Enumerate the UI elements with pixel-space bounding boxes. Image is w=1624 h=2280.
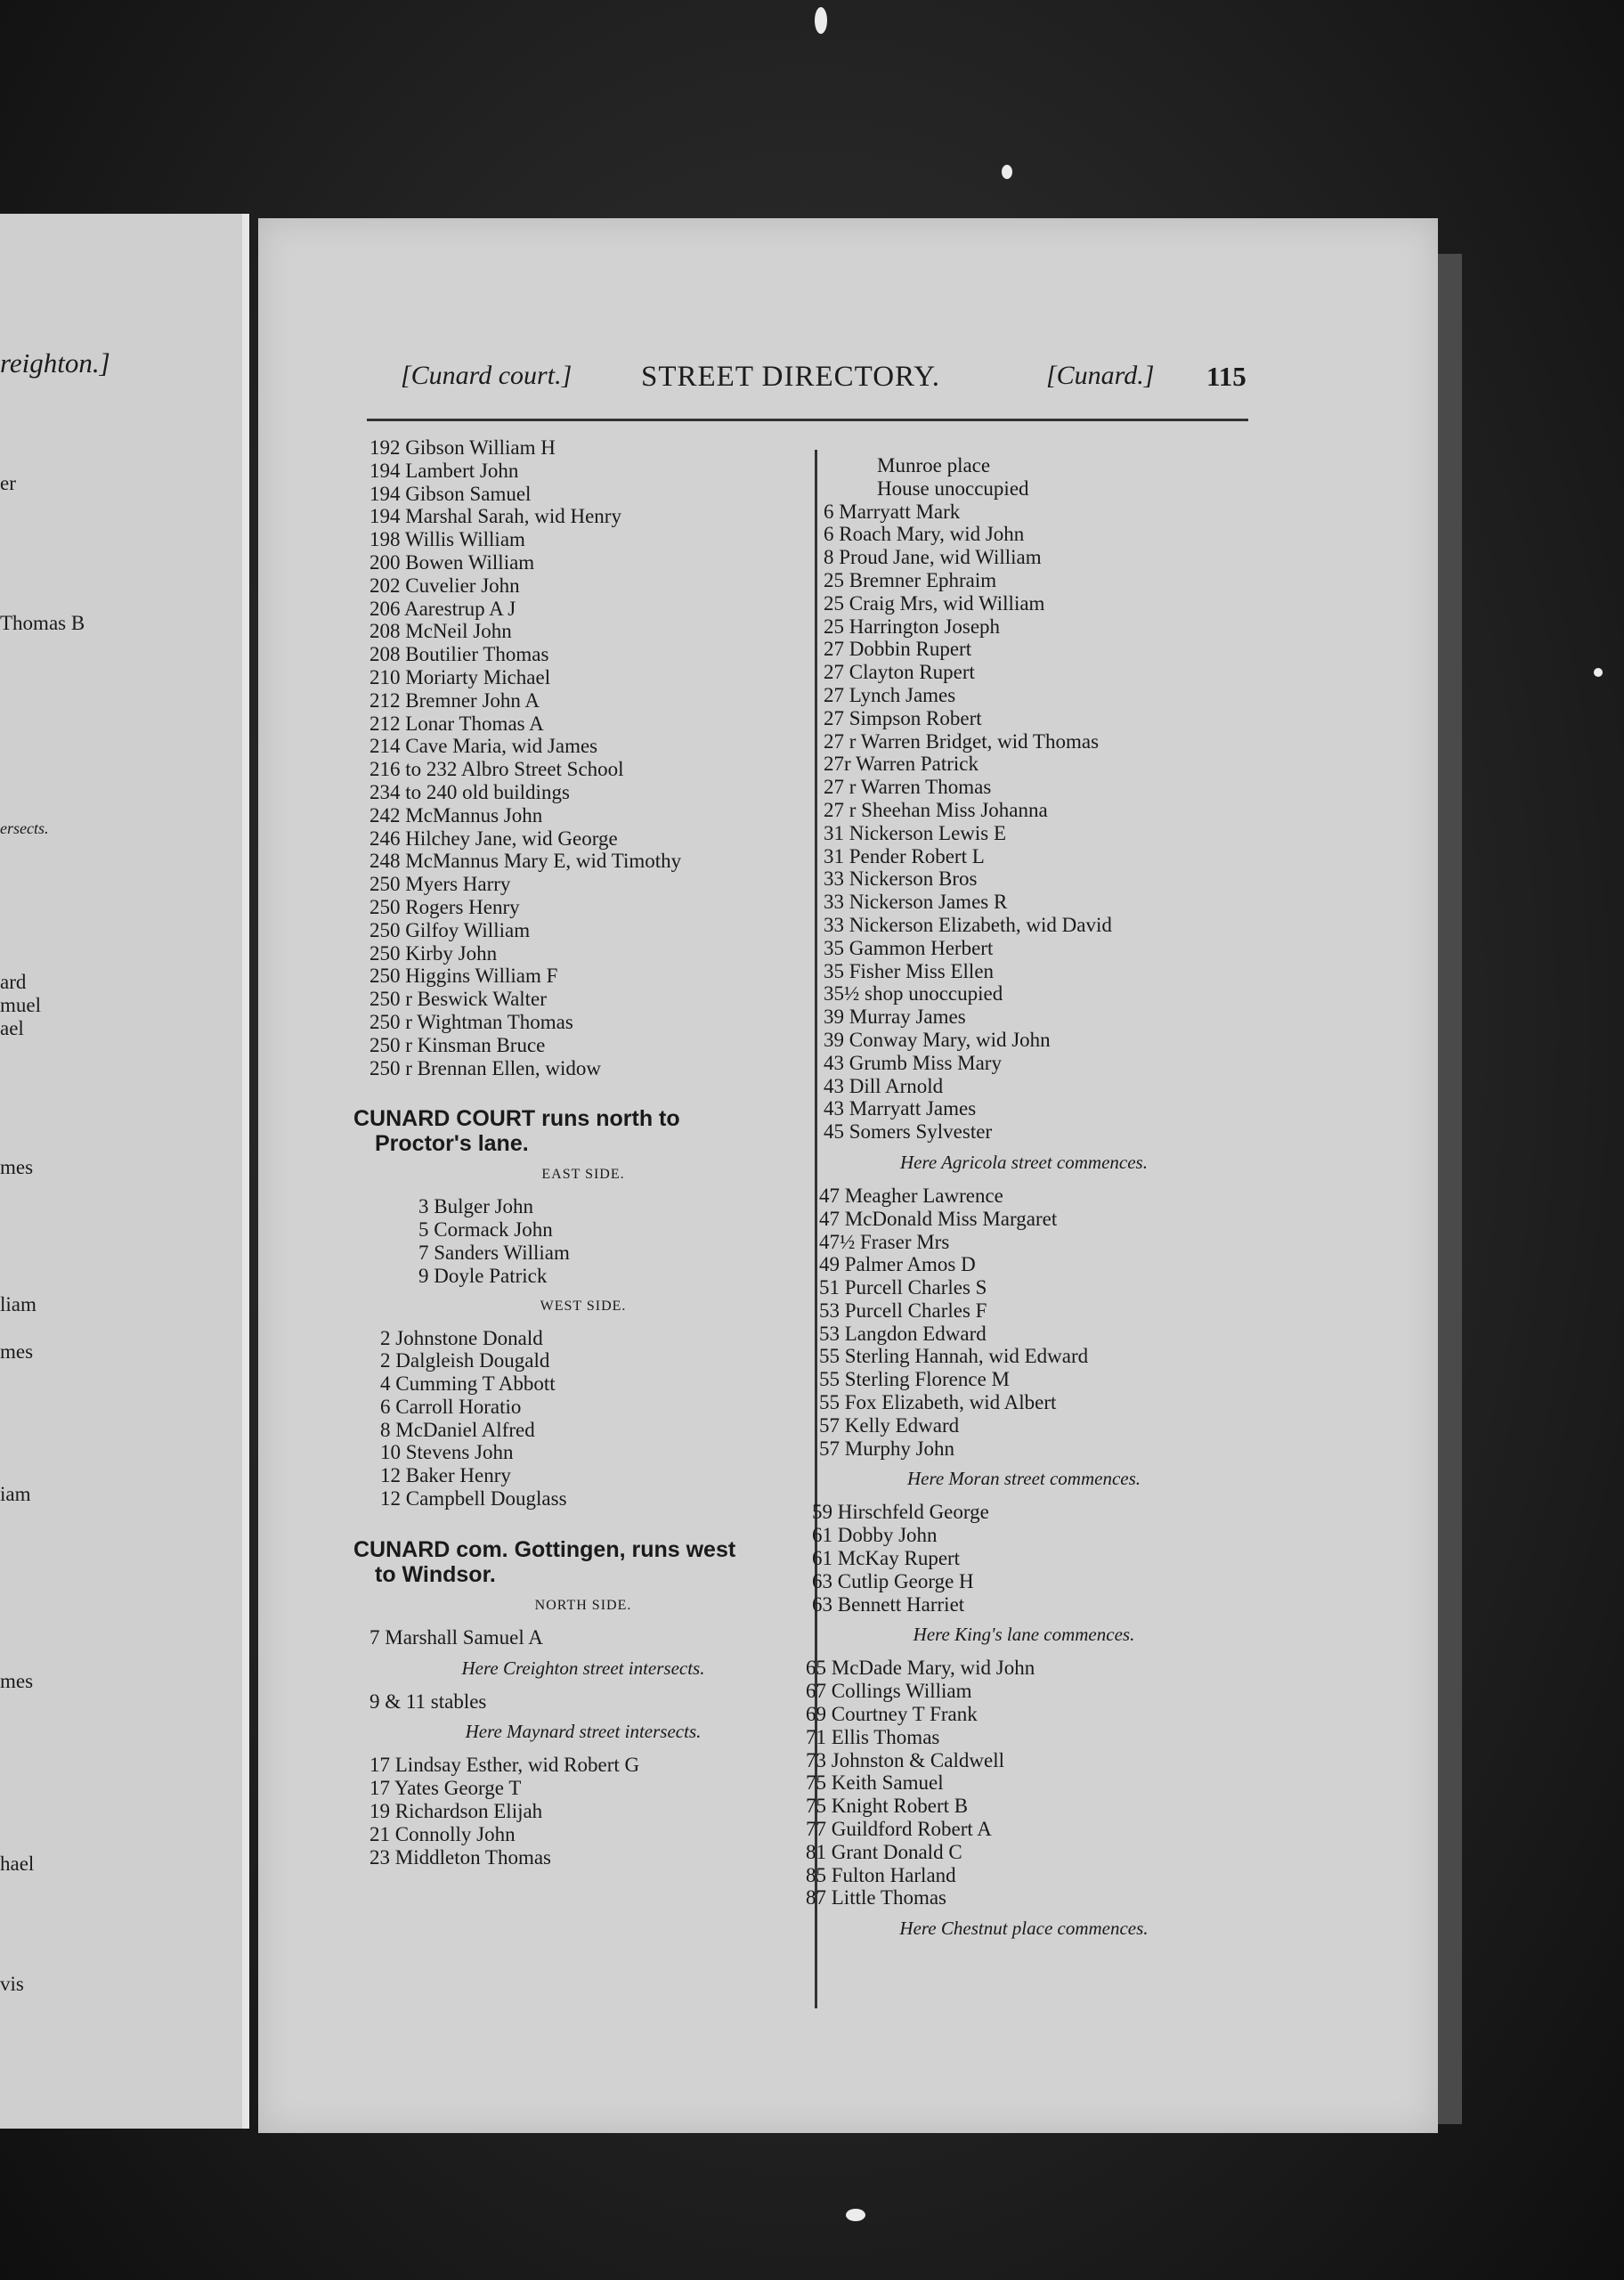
directory-entry: 7 Sanders William [418, 1241, 570, 1264]
directory-entry: 27 r Sheehan Miss Johanna [824, 798, 1048, 821]
directory-entry: 63 Cutlip George H [812, 1569, 974, 1592]
directory-entry: 51 Purcell Charles S [819, 1276, 987, 1299]
directory-entry: 6 Marryatt Mark [824, 500, 961, 523]
directory-entry: 27 r Warren Thomas [824, 776, 992, 799]
directory-entry: 198 Willis William [369, 528, 525, 551]
side-label: EAST SIDE. [541, 1167, 625, 1183]
directory-entry: 208 Boutilier Thomas [369, 643, 549, 666]
left-fragment: iam [0, 1483, 31, 1505]
directory-entry: 200 Bowen William [369, 550, 535, 574]
directory-entry: 5 Cormack John [418, 1218, 553, 1242]
directory-entry: 214 Cave Maria, wid James [369, 735, 598, 758]
street-heading-line: to Windsor. [375, 1561, 496, 1587]
directory-entry: 57 Kelly Edward [819, 1413, 960, 1437]
side-label: NORTH SIDE. [534, 1597, 632, 1613]
place-name: Munroe place [877, 454, 991, 476]
directory-entry: 25 Bremner Ephraim [824, 568, 997, 591]
directory-entry: 21 Connolly John [369, 1822, 516, 1845]
entry-list-3 [801, 1501, 1246, 1616]
directory-entry: 216 to 232 Albro Street School [369, 758, 624, 781]
directory-entry: 2 Johnstone Donald [380, 1326, 543, 1349]
directory-entry: 67 Collings William [806, 1680, 972, 1703]
left-fragment: liam [0, 1293, 37, 1315]
commences-note: Here King's lane commences. [913, 1624, 1135, 1646]
dust-speck [815, 7, 827, 34]
directory-entry: 194 Marshal Sarah, wid Henry [369, 505, 621, 528]
directory-entry: 27 Lynch James [824, 683, 956, 706]
directory-entry: 8 McDaniel Alfred [380, 1418, 535, 1441]
directory-entry: 81 Grant Donald C [806, 1840, 962, 1863]
directory-entry: 47½ Fraser Mrs [819, 1230, 950, 1253]
place-note: House unoccupied [877, 476, 1029, 500]
right-column [801, 454, 1246, 1950]
directory-entry: 63 Bennett Harriet [812, 1592, 965, 1616]
directory-entry: 12 Baker Henry [380, 1464, 511, 1487]
directory-entry: 12 Campbell Douglass [380, 1487, 567, 1510]
left-fragment: Thomas B [0, 612, 85, 634]
directory-entry: 212 Lonar Thomas A [369, 712, 544, 735]
directory-entry: 39 Murray James [824, 1006, 966, 1029]
directory-entry: 53 Purcell Charles F [819, 1299, 987, 1322]
dust-speck [1002, 165, 1012, 179]
directory-entry: 212 Bremner John A [369, 688, 540, 712]
directory-entry: 202 Cuvelier John [369, 574, 520, 597]
directory-entry: 35 Fisher Miss Ellen [824, 959, 995, 982]
directory-entry: 47 McDonald Miss Margaret [819, 1207, 1058, 1230]
directory-entry: 43 Dill Arnold [824, 1074, 944, 1097]
directory-entry: 192 Gibson William H [369, 436, 556, 459]
directory-entry: 55 Sterling Florence M [819, 1368, 1010, 1391]
directory-entry: 250 r Wightman Thomas [369, 1010, 573, 1033]
running-head-right: [Cunard.] [1046, 361, 1155, 390]
directory-entry: 57 Murphy John [819, 1437, 955, 1460]
directory-entry: 43 Grumb Miss Mary [824, 1051, 1002, 1074]
directory-entry: 250 Kirby John [369, 941, 498, 965]
previous-page-fragment [0, 214, 249, 2129]
directory-entry: 35 Gammon Herbert [824, 936, 994, 959]
directory-entry: 43 Marryatt James [824, 1097, 977, 1120]
directory-entry: 27 Clayton Rupert [824, 661, 975, 684]
directory-entry: 55 Fox Elizabeth, wid Albert [819, 1391, 1057, 1414]
directory-entry: 77 Guildford Robert A [806, 1818, 992, 1841]
left-fragment: ersects. [0, 819, 49, 837]
spacer [369, 1079, 797, 1099]
header-rule [367, 419, 1248, 421]
directory-entry: 59 Hirschfeld George [812, 1501, 989, 1524]
commences-note: Here Agricola street commences. [900, 1151, 1148, 1173]
directory-entry: 248 McMannus Mary E, wid Timothy [369, 850, 682, 873]
page-number: 115 [1206, 361, 1246, 392]
directory-entry: 25 Harrington Joseph [824, 615, 1001, 638]
directory-entry: 250 Rogers Henry [369, 895, 520, 918]
directory-entry: 242 McMannus John [369, 803, 543, 826]
directory-entry: 31 Pender Robert L [824, 844, 985, 867]
directory-entry: 75 Keith Samuel [806, 1771, 944, 1795]
directory-entry: 9 Doyle Patrick [418, 1264, 548, 1287]
directory-entry: 69 Courtney T Frank [806, 1703, 978, 1726]
commences-note: Here Moran street commences. [906, 1468, 1141, 1490]
directory-entry: 27 Dobbin Rupert [824, 638, 972, 661]
directory-entry: 25 Craig Mrs, wid William [824, 591, 1045, 615]
directory-entry: 33 Nickerson James R [824, 891, 1008, 914]
directory-entry: 250 Gilfoy William [369, 918, 531, 941]
directory-entry: 250 Myers Harry [369, 873, 511, 896]
directory-entry: 250 r Beswick Walter [369, 988, 547, 1011]
left-fragment: er [0, 472, 16, 494]
directory-entry: 246 Hilchey Jane, wid George [369, 826, 618, 850]
directory-entry: 3 Bulger John [418, 1195, 534, 1218]
directory-entry: 250 r Kinsman Bruce [369, 1033, 546, 1056]
left-fragment: ard [0, 971, 27, 993]
directory-entry: 4 Cumming T Abbott [380, 1372, 556, 1396]
directory-entry: 19 Richardson Elijah [369, 1800, 543, 1823]
intersection-note: Here Creighton street intersects. [461, 1657, 705, 1679]
directory-entry: 194 Lambert John [369, 459, 519, 482]
entry-list-west [369, 1327, 797, 1510]
dust-speck [846, 2209, 865, 2221]
left-fragment: mes [0, 1340, 34, 1363]
directory-entry: 31 Nickerson Lewis E [824, 821, 1007, 844]
running-head [401, 361, 1255, 414]
running-head-title: STREET DIRECTORY. [641, 361, 941, 393]
directory-entry: 49 Palmer Amos D [819, 1253, 976, 1276]
directory-entry: 73 Johnston & Caldwell [806, 1748, 1004, 1771]
directory-entry: 210 Moriarty Michael [369, 665, 551, 688]
directory-entry: 39 Conway Mary, wid John [824, 1028, 1051, 1051]
directory-entry: 23 Middleton Thomas [369, 1845, 552, 1869]
left-fragment: hael [0, 1852, 35, 1875]
left-column [353, 436, 797, 1869]
directory-entry: 65 McDade Mary, wid John [806, 1657, 1035, 1680]
directory-entry: 7 Marshall Samuel A [369, 1625, 543, 1649]
directory-entry: 6 Carroll Horatio [380, 1395, 522, 1418]
directory-entry: 75 Knight Robert B [806, 1795, 969, 1818]
directory-entry: 27r Warren Patrick [824, 753, 978, 776]
directory-entry: 61 McKay Rupert [812, 1547, 961, 1570]
entry-list-east [369, 1195, 797, 1287]
directory-entry: 55 Sterling Hannah, wid Edward [819, 1345, 1089, 1368]
directory-entry: 47 Meagher Lawrence [819, 1184, 1003, 1207]
directory-entry: 2 Dalgleish Dougald [380, 1349, 550, 1372]
directory-entry: 87 Little Thomas [806, 1886, 947, 1910]
directory-entry: 10 Stevens John [380, 1441, 514, 1464]
directory-entry: 61 Dobby John [812, 1524, 938, 1547]
street-heading-line: CUNARD COURT runs north to [353, 1106, 680, 1132]
left-page-header: reighton.] [0, 347, 110, 379]
running-head-left: [Cunard court.] [401, 361, 572, 390]
directory-entry: 234 to 240 old buildings [369, 780, 570, 803]
dust-speck [1594, 668, 1603, 677]
directory-entry: 250 r Brennan Ellen, widow [369, 1056, 601, 1079]
directory-entry: 33 Nickerson Elizabeth, wid David [824, 913, 1112, 936]
directory-entry: 9 & 11 stables [369, 1690, 487, 1713]
directory-entry: 27 Simpson Robert [824, 706, 982, 729]
street-heading [353, 1106, 797, 1156]
directory-entry: 17 Lindsay Esther, wid Robert G [369, 1754, 640, 1777]
directory-entry: 27 r Warren Bridget, wid Thomas [824, 729, 1100, 753]
directory-entry: 6 Roach Mary, wid John [824, 523, 1025, 546]
spacer [369, 1510, 797, 1530]
directory-entry: 194 Gibson Samuel [369, 482, 532, 505]
directory-entry: 208 McNeil John [369, 620, 512, 643]
directory-entry: 85 Fulton Harland [806, 1863, 956, 1886]
street-heading-line: Proctor's lane. [375, 1131, 529, 1157]
left-fragment: mes [0, 1156, 34, 1178]
directory-entry: 17 Yates George T [369, 1777, 522, 1800]
directory-entry: 8 Proud Jane, wid William [824, 546, 1042, 569]
directory-entry: 35½ shop unoccupied [824, 982, 1003, 1006]
entry-list-top [369, 436, 797, 1079]
left-fragment: mes [0, 1670, 34, 1692]
left-fragment: ael [0, 1017, 24, 1039]
entry-list-4 [801, 1657, 1246, 1910]
commences-note: Here Chestnut place commences. [899, 1918, 1149, 1940]
directory-entry: 250 Higgins William F [369, 965, 558, 988]
side-label: WEST SIDE. [540, 1298, 627, 1314]
left-fragment: muel [0, 994, 41, 1016]
directory-entry: 33 Nickerson Bros [824, 867, 978, 891]
intersection-note: Here Maynard street intersects. [465, 1721, 702, 1743]
left-fragment: vis [0, 1973, 24, 1995]
directory-entry: 45 Somers Sylvester [824, 1120, 993, 1144]
street-heading-line: CUNARD com. Gottingen, runs west [353, 1536, 736, 1562]
entry-list-2 [801, 1185, 1246, 1461]
entry-list-1 [801, 501, 1246, 1144]
directory-entry: 71 Ellis Thomas [806, 1725, 940, 1748]
directory-entry: 53 Langdon Edward [819, 1322, 987, 1345]
directory-entry: 206 Aarestrup A J [369, 597, 516, 620]
street-heading [353, 1537, 797, 1587]
entry-list-north [369, 1754, 797, 1869]
